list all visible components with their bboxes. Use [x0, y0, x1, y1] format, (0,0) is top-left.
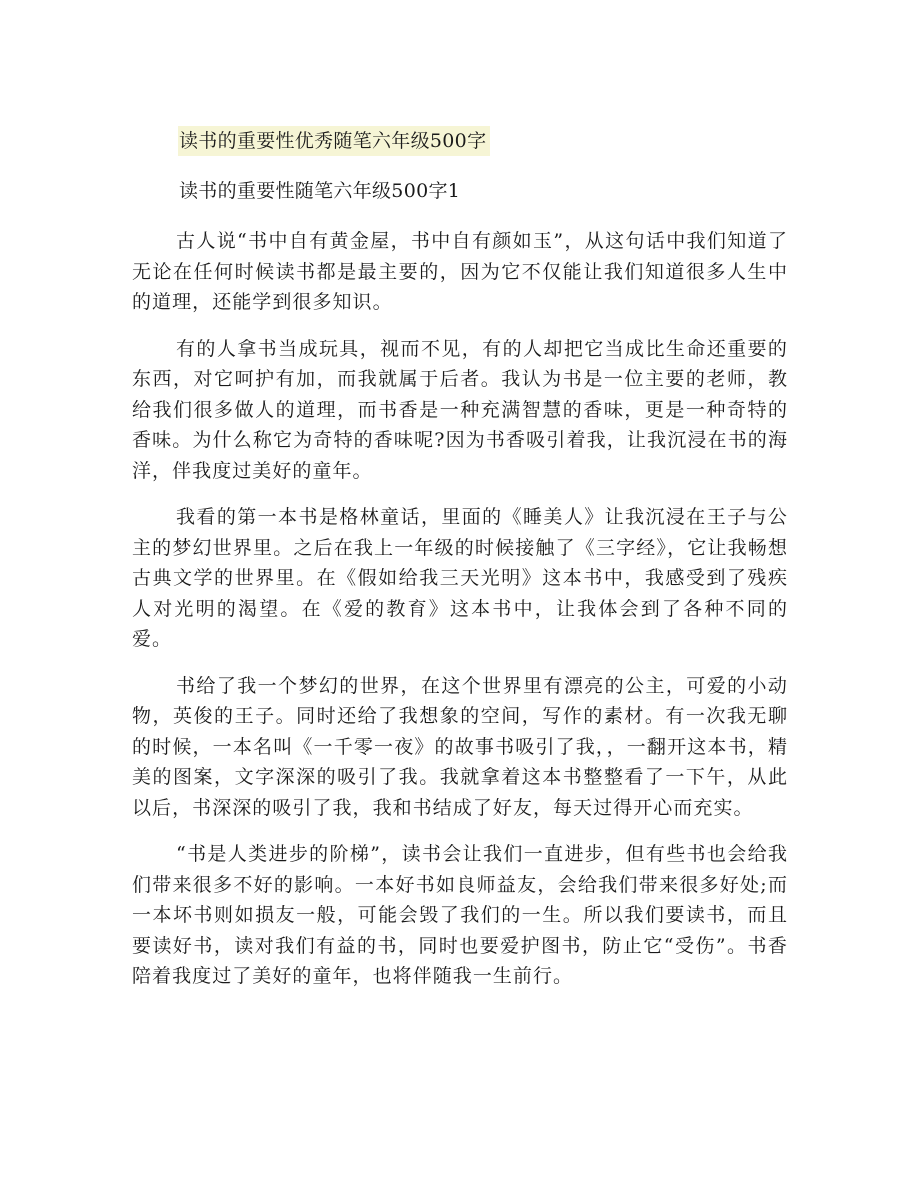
title-row: [132, 126, 788, 156]
paragraph-3: 我看的第一本书是格林童话，里面的《睡美人》让我沉浸在王子与公主的梦幻世界里。之后在我上一年级的时候接触了《三字经》，它让我畅想古典文学的世界里。在《假如给我三天光明》这本书中，我感受到了残疾人对光明的渴望。在《爱的教育》这本书中，让我体会到了各种不同的爱。: [132, 506, 788, 650]
document-subtitle: 读书的重要性随笔六年级500字1: [179, 180, 461, 202]
paragraph-1: 古人说“书中自有黄金屋，书中自有颜如玉”，从这句话中我们知道了无论在任何时候读书都是最主要的，因为它不仅能让我们知道很多人生中的道理，还能学到很多知识。: [132, 230, 788, 313]
paragraph-5: “书是人类进步的阶梯”，读书会让我们一直进步，但有些书也会给我们带来很多不好的影响。一本好书如良师益友，会给我们带来很多好处;而一本坏书则如损友一般，可能会毁了我们的一生。所以我们要读书，而且要读好书，读对我们有益的书，同时也要爱护图书，防止它“受伤”。书香陪着我度过了美好的童年，也将伴随我一生前行。: [132, 843, 788, 987]
paragraph-4: 书给了我一个梦幻的世界，在这个世界里有漂亮的公主，可爱的小动物，英俊的王子。同时还给了我想象的空间，写作的素材。有一次我无聊的时候，一本名叫《一千零一夜》的故事书吸引了我，，一翻开这本书，精美的图案，文字深深的吸引了我。我就拿着这本书整整看了一下午，从此以后，书深深的吸引了我，我和书结成了好友，每天过得开心而充实。: [132, 674, 788, 819]
paragraph-2: 有的人拿书当成玩具，视而不见，有的人却把它当成比生命还重要的东西，对它呵护有加，而我就属于后者。我认为书是一位主要的老师，教给我们很多做人的道理，而书香是一种充满智慧的香味，更是一种奇特的香味。为什么称它为奇特的香味呢?因为书香吸引着我，让我沉浸在书的海洋，伴我度过美好的童年。: [132, 337, 788, 482]
document-body: [132, 126, 788, 1008]
document-title: 读书的重要性优秀随笔六年级500字: [178, 126, 490, 156]
